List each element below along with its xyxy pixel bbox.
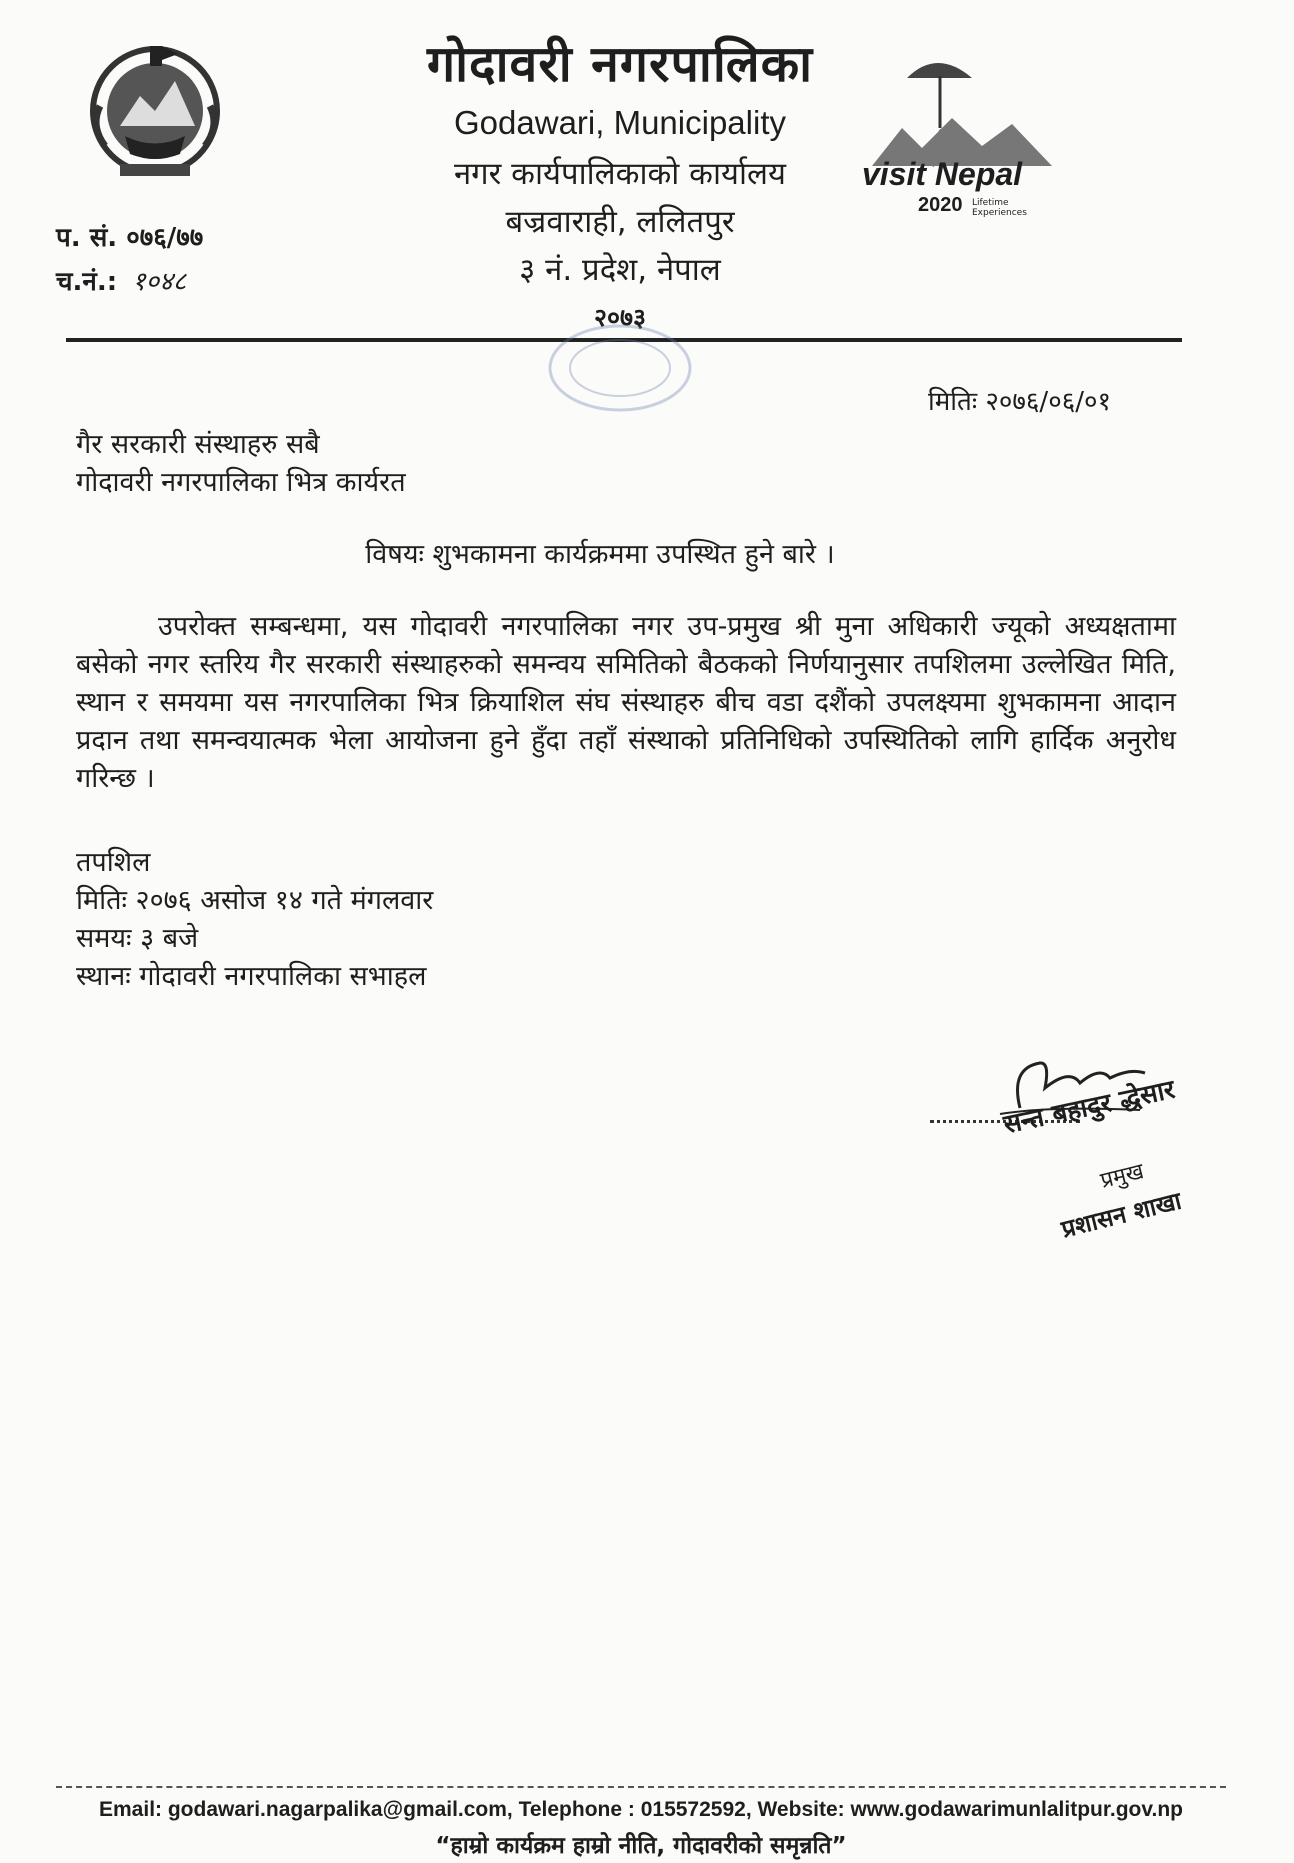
signatory-name: सन्त बहादुर द्धेसार [1001,1074,1178,1141]
signatory-branch: प्रशासन शाखा [1058,1186,1185,1244]
addressee-line-1: गैर सरकारी संस्थाहरु सबै [76,429,320,460]
visit-nepal-brand: visit Nepal [862,156,1023,192]
visit-nepal-logo [862,48,1062,218]
dispatch-number [56,262,186,298]
umbrella-dancer-icon [862,48,1062,168]
municipality-name-english: Godawari, Municipality [454,104,786,141]
dispatch-label: च.नं.: [56,267,118,297]
footer-divider [56,1786,1226,1788]
office-location: बज्रवाराही, ललितपुर [505,204,735,240]
footer-slogan: “हाम्रो कार्यक्रम हाम्रो नीति, गोदावरीको समृन्नति” [435,1833,847,1859]
letter-reference-number: प. सं. ०७६/७७ [56,223,204,253]
municipality-name-nepali: गोदावरी नगरपालिका [426,35,814,93]
schedule-place: स्थानः गोदावरी नगरपालिका सभाहल [76,961,427,992]
office-name: नगर कार्यपालिकाको कार्यालय [453,156,787,192]
signature-block [930,1048,1220,1248]
signatory-role: प्रमुख [1097,1159,1147,1194]
addressee-line-2: गोदावरी नगरपालिका भित्र कार्यरत [76,467,406,498]
footer-contact-info: Email: godawari.nagarpalika@gmail.com, Telephone : 015572592, Website: www.godawarimunlalitpur.gov.np [99,1798,1183,1821]
visit-nepal-year: 2020 [918,194,963,216]
letter-subject: विषयः शुभकामना कार्यक्रममा उपस्थित हुने बारे । [365,539,835,570]
dispatch-value: १०४८ [132,267,187,297]
office-province: ३ नं. प्रदेश, नेपाल [519,252,721,288]
nepal-emblem-logo [80,36,230,186]
schedule-time: समयः ३ बजे [76,923,199,954]
office-stamp-mark [540,318,700,418]
letter-date: मितिः २०७६/०६/०१ [928,387,1112,417]
established-year: २०७३ [593,303,646,332]
schedule-heading: तपशिल [76,847,151,878]
visit-nepal-tagline: Lifetime Experiences [972,198,1027,218]
letter-body: उपरोक्त सम्बन्धमा, यस गोदावरी नगरपालिका नगर उप-प्रमुख श्री मुना अधिकारी ज्यूको अध्यक्षतामा बसेको नगर स्तरिय गैर सरकारी संस्थाहरुको समन्वय समितिको बैठकको निर्णयानुसार तपशिलमा उल्लेखित मिति, स्थान र समयमा यस नगरपालिका भित्र क्रियाशिल संघ संस्थाहरु बीच वडा दशैंको उपलक्ष्यमा शुभकामना आदान प्रदान तथा समन्वयात्मक भेला आयोजना हुने हुँदा तहाँ संस्थाको प्रतिनिधिको उपस्थितिको लागि हार्दिक अनुरोध गरिन्छ । [76,611,1176,794]
schedule-date: मितिः २०७६ असोज १४ गते मंगलवार [76,885,434,916]
